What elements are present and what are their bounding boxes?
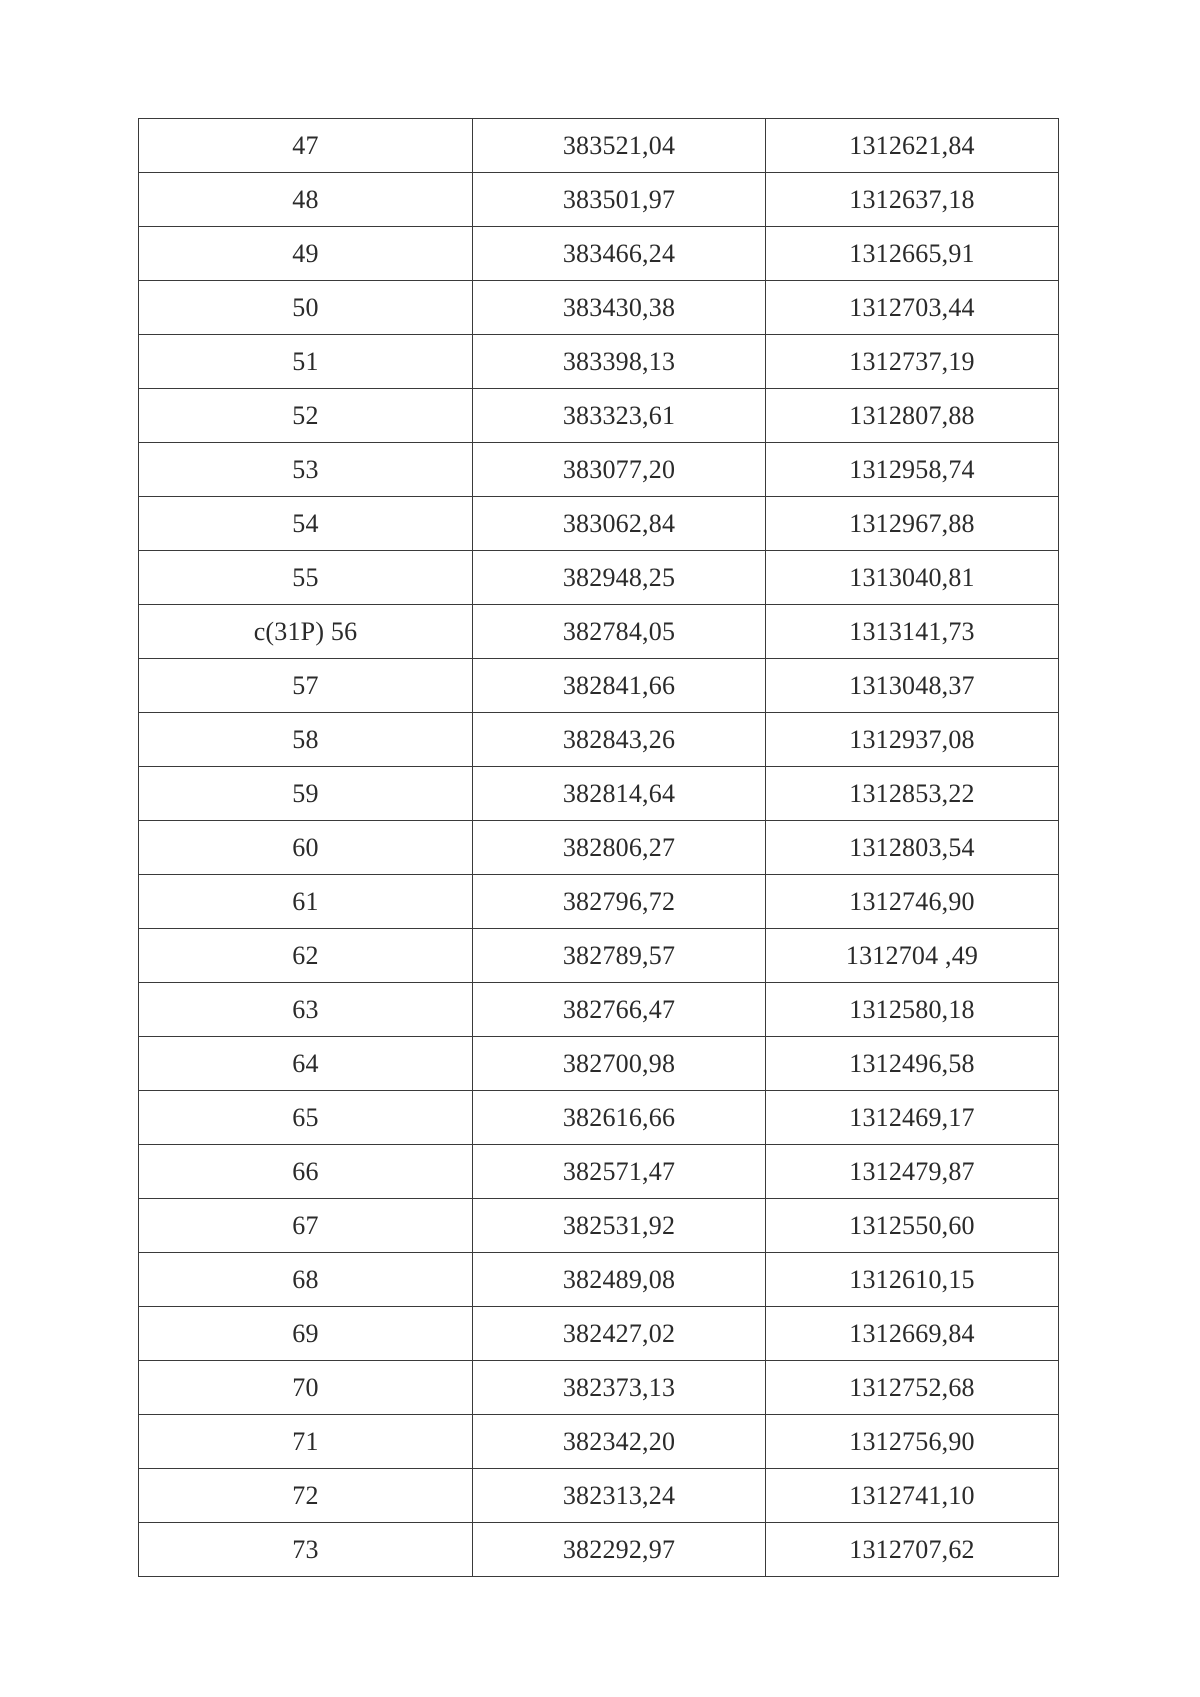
x-coordinate-cell: 382616,66	[473, 1091, 766, 1145]
point-number-cell: 51	[139, 335, 473, 389]
point-number-cell: 71	[139, 1415, 473, 1469]
table-row	[139, 983, 1059, 1037]
point-number-cell: 73	[139, 1523, 473, 1577]
y-coordinate-cell: 1312550,60	[766, 1199, 1059, 1253]
point-number-cell: 61	[139, 875, 473, 929]
table-row	[139, 1523, 1059, 1577]
x-coordinate-cell: 382796,72	[473, 875, 766, 929]
y-coordinate-cell: 1312610,15	[766, 1253, 1059, 1307]
x-coordinate-cell: 382292,97	[473, 1523, 766, 1577]
table-row	[139, 443, 1059, 497]
y-coordinate-cell: 1312496,58	[766, 1037, 1059, 1091]
point-number-cell: 48	[139, 173, 473, 227]
y-coordinate-cell: 1312803,54	[766, 821, 1059, 875]
table-row	[139, 1145, 1059, 1199]
y-coordinate-cell: 1312479,87	[766, 1145, 1059, 1199]
y-coordinate-cell: 1312707,62	[766, 1523, 1059, 1577]
point-number-cell: 62	[139, 929, 473, 983]
table-row	[139, 767, 1059, 821]
x-coordinate-cell: 382789,57	[473, 929, 766, 983]
point-number-cell: 58	[139, 713, 473, 767]
point-number-cell: 59	[139, 767, 473, 821]
table-row	[139, 1199, 1059, 1253]
y-coordinate-cell: 1312469,17	[766, 1091, 1059, 1145]
point-number-cell: 70	[139, 1361, 473, 1415]
point-number-cell: 63	[139, 983, 473, 1037]
x-coordinate-cell: 382427,02	[473, 1307, 766, 1361]
point-number-cell: 55	[139, 551, 473, 605]
x-coordinate-cell: 383398,13	[473, 335, 766, 389]
table-row	[139, 875, 1059, 929]
x-coordinate-cell: 382843,26	[473, 713, 766, 767]
x-coordinate-cell: 383077,20	[473, 443, 766, 497]
table-row	[139, 1253, 1059, 1307]
coordinates-table-body	[139, 119, 1059, 1577]
x-coordinate-cell: 382814,64	[473, 767, 766, 821]
table-row	[139, 335, 1059, 389]
x-coordinate-cell: 382313,24	[473, 1469, 766, 1523]
table-row	[139, 1037, 1059, 1091]
table-row	[139, 1307, 1059, 1361]
coordinates-table	[138, 118, 1059, 1577]
point-number-cell: 67	[139, 1199, 473, 1253]
y-coordinate-cell: 1312741,10	[766, 1469, 1059, 1523]
y-coordinate-cell: 1312704 ,49	[766, 929, 1059, 983]
x-coordinate-cell: 382806,27	[473, 821, 766, 875]
point-number-cell: 66	[139, 1145, 473, 1199]
x-coordinate-cell: 383062,84	[473, 497, 766, 551]
y-coordinate-cell: 1313048,37	[766, 659, 1059, 713]
x-coordinate-cell: 383521,04	[473, 119, 766, 173]
table-row	[139, 119, 1059, 173]
table-row	[139, 551, 1059, 605]
x-coordinate-cell: 382948,25	[473, 551, 766, 605]
table-row	[139, 389, 1059, 443]
x-coordinate-cell: 383501,97	[473, 173, 766, 227]
point-number-cell: 49	[139, 227, 473, 281]
point-number-cell: 57	[139, 659, 473, 713]
table-row	[139, 1469, 1059, 1523]
point-number-cell: 72	[139, 1469, 473, 1523]
point-number-cell: с(31Р) 56	[139, 605, 473, 659]
x-coordinate-cell: 382784,05	[473, 605, 766, 659]
x-coordinate-cell: 382342,20	[473, 1415, 766, 1469]
y-coordinate-cell: 1312752,68	[766, 1361, 1059, 1415]
point-number-cell: 68	[139, 1253, 473, 1307]
y-coordinate-cell: 1312621,84	[766, 119, 1059, 173]
y-coordinate-cell: 1312737,19	[766, 335, 1059, 389]
point-number-cell: 52	[139, 389, 473, 443]
y-coordinate-cell: 1312756,90	[766, 1415, 1059, 1469]
y-coordinate-cell: 1312958,74	[766, 443, 1059, 497]
x-coordinate-cell: 383430,38	[473, 281, 766, 335]
x-coordinate-cell: 382766,47	[473, 983, 766, 1037]
table-row	[139, 929, 1059, 983]
table-row	[139, 281, 1059, 335]
y-coordinate-cell: 1312669,84	[766, 1307, 1059, 1361]
table-row	[139, 605, 1059, 659]
point-number-cell: 64	[139, 1037, 473, 1091]
point-number-cell: 54	[139, 497, 473, 551]
x-coordinate-cell: 383466,24	[473, 227, 766, 281]
table-row	[139, 227, 1059, 281]
x-coordinate-cell: 382531,92	[473, 1199, 766, 1253]
x-coordinate-cell: 382841,66	[473, 659, 766, 713]
point-number-cell: 53	[139, 443, 473, 497]
table-row	[139, 173, 1059, 227]
table-row	[139, 1415, 1059, 1469]
y-coordinate-cell: 1312807,88	[766, 389, 1059, 443]
table-row	[139, 497, 1059, 551]
x-coordinate-cell: 382489,08	[473, 1253, 766, 1307]
x-coordinate-cell: 382700,98	[473, 1037, 766, 1091]
y-coordinate-cell: 1313040,81	[766, 551, 1059, 605]
table-row	[139, 713, 1059, 767]
table-row	[139, 1361, 1059, 1415]
point-number-cell: 65	[139, 1091, 473, 1145]
y-coordinate-cell: 1312937,08	[766, 713, 1059, 767]
x-coordinate-cell: 383323,61	[473, 389, 766, 443]
y-coordinate-cell: 1312746,90	[766, 875, 1059, 929]
y-coordinate-cell: 1312967,88	[766, 497, 1059, 551]
y-coordinate-cell: 1312637,18	[766, 173, 1059, 227]
y-coordinate-cell: 1312665,91	[766, 227, 1059, 281]
y-coordinate-cell: 1312703,44	[766, 281, 1059, 335]
table-row	[139, 821, 1059, 875]
point-number-cell: 69	[139, 1307, 473, 1361]
table-row	[139, 659, 1059, 713]
y-coordinate-cell: 1313141,73	[766, 605, 1059, 659]
point-number-cell: 50	[139, 281, 473, 335]
table-row	[139, 1091, 1059, 1145]
point-number-cell: 47	[139, 119, 473, 173]
y-coordinate-cell: 1312853,22	[766, 767, 1059, 821]
x-coordinate-cell: 382571,47	[473, 1145, 766, 1199]
y-coordinate-cell: 1312580,18	[766, 983, 1059, 1037]
x-coordinate-cell: 382373,13	[473, 1361, 766, 1415]
point-number-cell: 60	[139, 821, 473, 875]
